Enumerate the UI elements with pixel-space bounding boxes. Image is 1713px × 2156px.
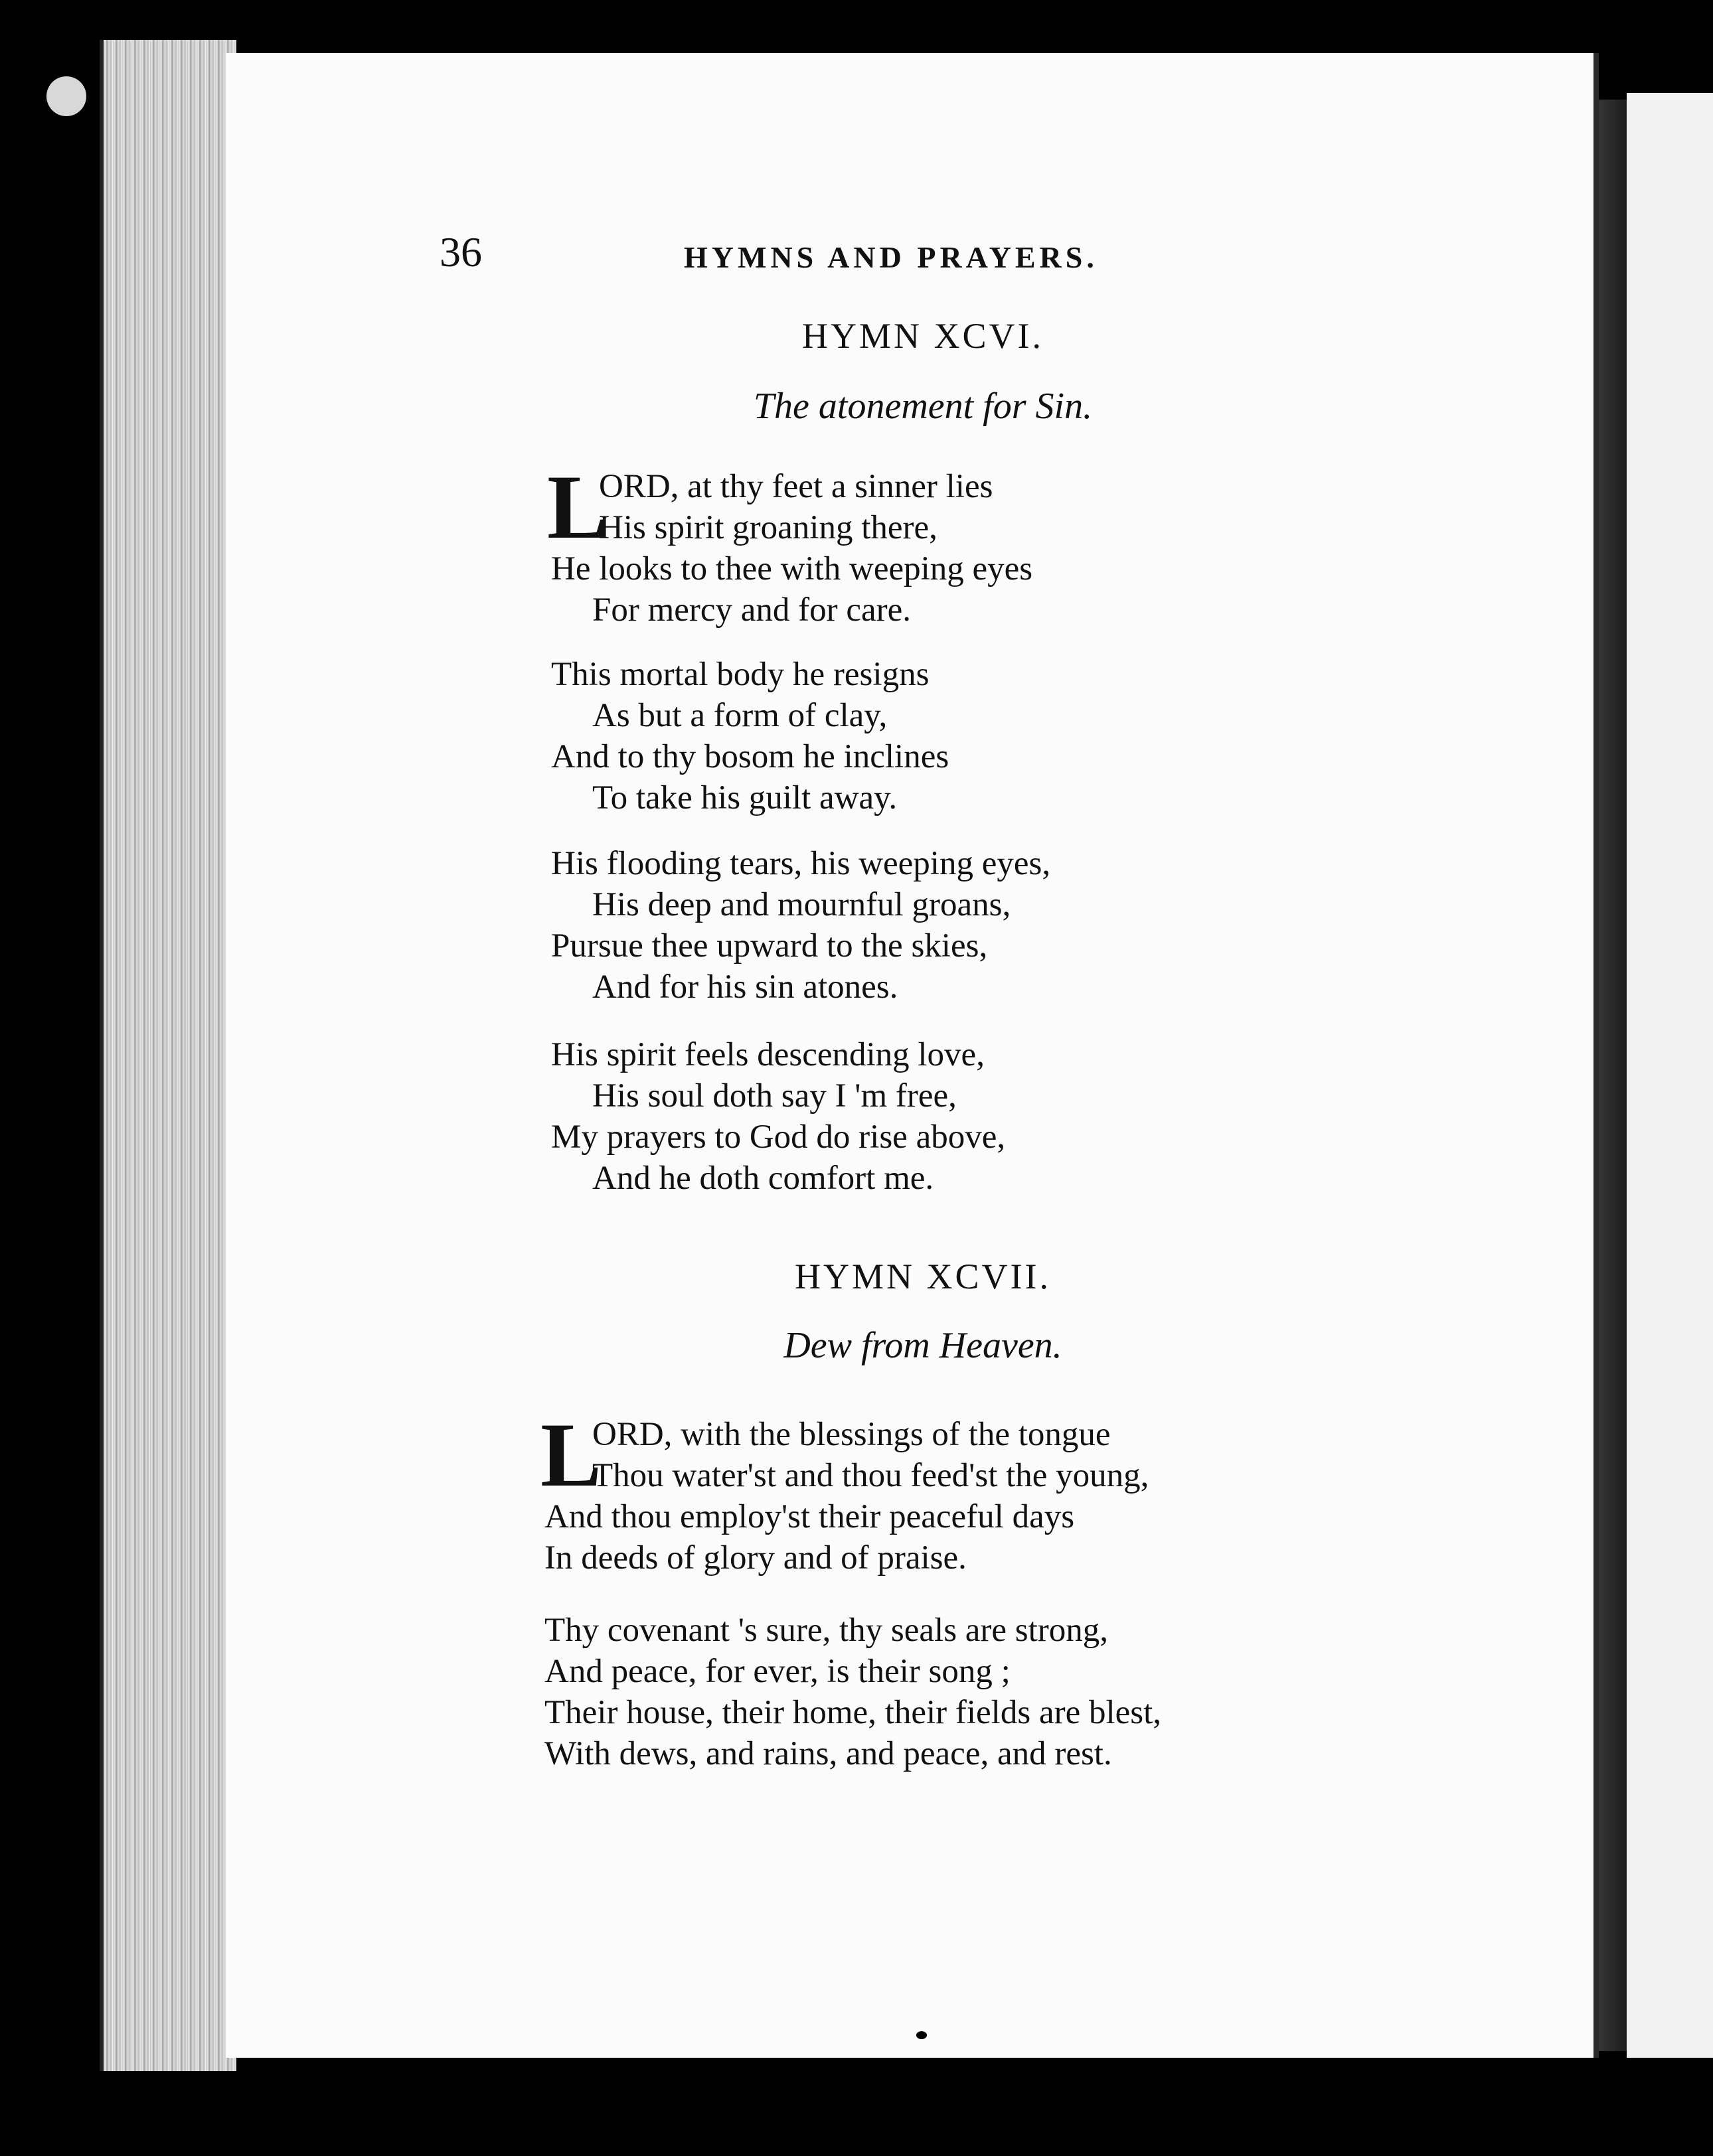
verse-line: His soul doth say I 'm free, [592, 1077, 957, 1115]
verse-line: ORD, at thy feet a sinner lies [599, 468, 993, 505]
verse-line: His deep and mournful groans, [592, 886, 1011, 923]
page-edges [100, 40, 236, 2071]
verse-line: To take his guilt away. [592, 779, 898, 816]
verse-line: Thou water'st and thou feed'st the young, [592, 1457, 1149, 1494]
drop-cap: L [540, 1404, 602, 1505]
running-head-title: HYMNS AND PRAYERS. [684, 240, 1098, 274]
page-number: 36 [440, 228, 482, 275]
hymn-96-stanza-2 [551, 654, 949, 818]
verse-line: And thou employ'st their peaceful days [544, 1498, 1075, 1535]
verse-line: My prayers to God do rise above, [551, 1118, 1006, 1156]
facing-page-edge [1627, 93, 1713, 2058]
verse-line: His spirit groaning there, [599, 509, 938, 546]
verse-line: And to thy bosom he inclines [551, 738, 949, 775]
hymn-97-title: HYMN XCVII. [795, 1257, 1051, 1296]
verse-line: His flooding tears, his weeping eyes, [551, 845, 1051, 882]
drop-cap: L [547, 456, 609, 558]
scan-blemish [46, 76, 86, 116]
verse-line: Thy covenant 's sure, thy seals are strong, [544, 1612, 1109, 1649]
verse-line: In deeds of glory and of praise. [544, 1539, 967, 1577]
verse-line: And peace, for ever, is their song ; [544, 1653, 1011, 1690]
verse-line: Their house, their home, their fields are blest, [544, 1694, 1162, 1731]
verse-line: And for his sin atones. [592, 968, 898, 1006]
verse-line: ORD, with the blessings of the tongue [592, 1416, 1111, 1453]
verse-line: Pursue thee upward to the skies, [551, 927, 988, 964]
hymn-97-stanza-2 [544, 1610, 1161, 1774]
hymn-96-stanza-4 [551, 1034, 1005, 1199]
hymn-97-stanza-1 [540, 1404, 1149, 1579]
verse-line: He looks to thee with weeping eyes [551, 550, 1033, 587]
hymn-96-title: HYMN XCVI. [802, 316, 1044, 356]
page [226, 53, 1599, 2058]
scan-blemish [916, 2031, 927, 2039]
verse-line: This mortal body he resigns [551, 656, 930, 693]
hymn-97-subtitle: Dew from Heaven. [783, 1325, 1062, 1366]
hymn-96-stanza-1 [547, 456, 1033, 631]
page-text [226, 53, 1593, 2058]
verse-line: As but a form of clay, [592, 697, 888, 734]
hymn-96-subtitle: The atonement for Sin. [753, 386, 1093, 427]
verse-line: For mercy and for care. [592, 591, 912, 629]
verse-line: And he doth comfort me. [592, 1160, 934, 1197]
verse-line: With dews, and rains, and peace, and rest. [544, 1735, 1112, 1772]
running-head [226, 222, 1593, 282]
verse-line: His spirit feels descending love, [551, 1036, 985, 1073]
hymn-96-stanza-3 [551, 843, 1050, 1008]
